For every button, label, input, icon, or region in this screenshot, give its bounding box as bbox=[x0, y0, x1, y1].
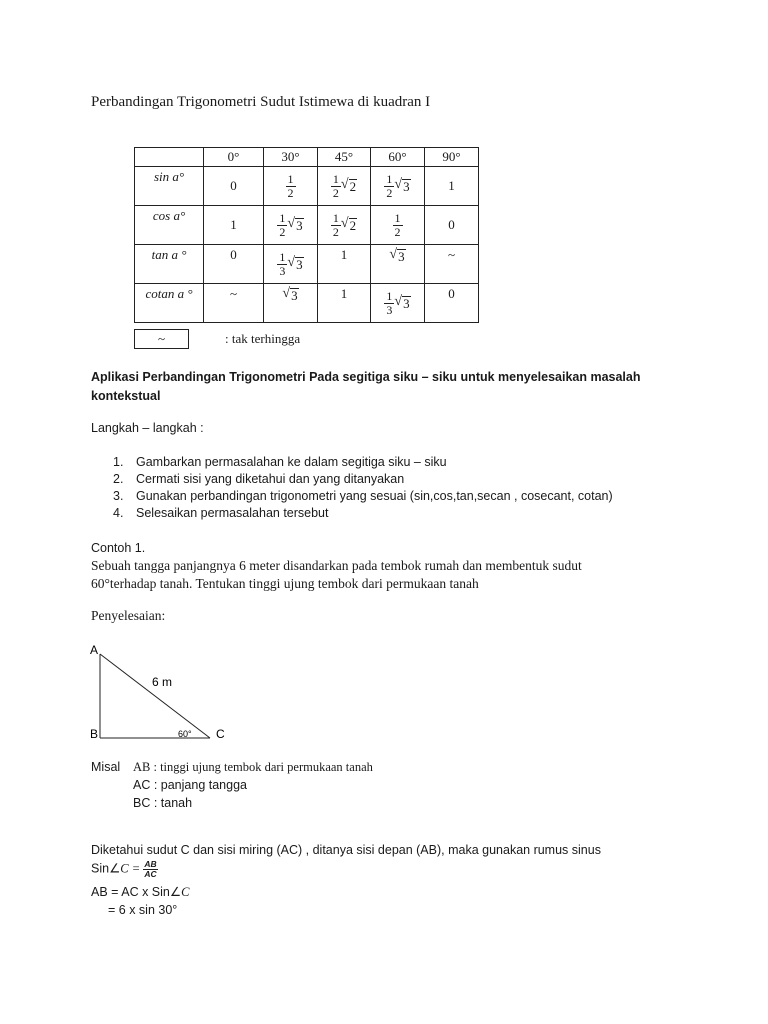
table-cell bbox=[264, 167, 318, 206]
calc-line: = 6 x sin 30° bbox=[108, 903, 178, 917]
table-cell bbox=[204, 167, 264, 206]
fraction: $\frac{1}{2}$ bbox=[386, 171, 393, 200]
table-cell bbox=[264, 245, 318, 284]
row-label: cotan a ° bbox=[135, 284, 204, 323]
table-cell bbox=[318, 206, 371, 245]
table-cell: 0 bbox=[425, 284, 479, 323]
sqrt: √ 3 bbox=[389, 246, 405, 264]
row-label: sin a° bbox=[135, 167, 204, 206]
table-cell bbox=[318, 167, 371, 206]
list-item: 4. Selesaikan permasalahan tersebut bbox=[113, 506, 329, 520]
example-line: 60°terhadap tanah. Tentukan tinggi ujung tembok dari permukaan tanah bbox=[91, 576, 479, 591]
table-cell bbox=[371, 245, 425, 284]
steps-list bbox=[113, 454, 613, 522]
row-label: cos a° bbox=[135, 206, 204, 245]
table-cell: ~ bbox=[204, 284, 264, 323]
fraction: $\frac{1}{2}$ bbox=[394, 210, 401, 239]
sine-formula: Sin∠C = $\frac{AB}{AC}$ bbox=[91, 859, 157, 879]
example-label: Contoh 1. bbox=[91, 541, 146, 555]
table-cell bbox=[371, 167, 425, 206]
sqrt: √ 3 bbox=[287, 215, 303, 233]
table-cell bbox=[264, 284, 318, 323]
table-cell bbox=[371, 284, 425, 323]
sqrt: √ 3 bbox=[287, 254, 303, 272]
fraction: $\frac{1}{3}$ bbox=[279, 249, 286, 278]
table-header-cell: 60° bbox=[371, 148, 425, 167]
table-cell: 1 bbox=[425, 167, 479, 206]
solution-label: Penyelesaian: bbox=[91, 608, 166, 623]
fraction: $\frac{1}{2}$ bbox=[287, 171, 294, 200]
example-text bbox=[91, 557, 582, 593]
list-item: 3. Gunakan perbandingan trigonometri yang sesuai (sin,cos,tan,secan , cosecant, cotan) bbox=[113, 489, 613, 503]
fraction: $\frac{1}{2}$ bbox=[279, 210, 286, 239]
table-cell: 1 bbox=[318, 284, 371, 323]
misal-ac: AC : panjang tangga bbox=[133, 778, 247, 792]
table-header-cell: 90° bbox=[425, 148, 479, 167]
table-cell: 1 bbox=[318, 245, 371, 284]
vertex-a: A bbox=[90, 643, 99, 657]
fraction: $\frac{1}{3}$ bbox=[386, 288, 393, 317]
table-cell: 1 bbox=[204, 206, 264, 245]
table-header-cell bbox=[135, 148, 204, 167]
section-title: Aplikasi Perbandingan Trigonometri Pada segitiga siku – siku untuk menyelesaikan masalah kontekstual bbox=[91, 370, 641, 403]
known-text: Diketahui sudut C dan sisi miring (AC) , ditanya sisi depan (AB), maka gunakan rumus sinus bbox=[91, 843, 601, 857]
list-item: 1. Gambarkan permasalahan ke dalam segitiga siku – siku bbox=[113, 455, 447, 469]
legend-symbol: ~ bbox=[134, 329, 189, 349]
sqrt: √ 2 bbox=[340, 215, 357, 233]
table-row bbox=[135, 245, 479, 284]
table-row bbox=[135, 206, 479, 245]
formula-fraction: $\frac{AB}{AC}$ bbox=[144, 859, 157, 879]
cell-value: 0 bbox=[230, 178, 237, 193]
table-cell: ~ bbox=[425, 245, 479, 284]
misal-bc: BC : tanah bbox=[133, 796, 193, 810]
table-header-row bbox=[135, 148, 479, 167]
sqrt: √ 3 bbox=[394, 176, 410, 194]
example-line: Sebuah tangga panjangnya 6 meter disandarkan pada tembok rumah dan membentuk sudut bbox=[91, 558, 582, 573]
misal-block bbox=[91, 758, 373, 812]
table-cell: 0 bbox=[204, 245, 264, 284]
misal-label: Misal bbox=[91, 760, 121, 774]
triangle-diagram bbox=[86, 640, 226, 746]
fraction: $\frac{1}{2}$ bbox=[332, 210, 339, 239]
table-cell bbox=[371, 206, 425, 245]
table-cell bbox=[264, 206, 318, 245]
vertex-c: C bbox=[216, 727, 225, 741]
side-ac bbox=[100, 654, 210, 738]
table-row bbox=[135, 167, 479, 206]
vertex-b: B bbox=[90, 727, 99, 741]
row-label: tan a ° bbox=[135, 245, 204, 284]
trig-table bbox=[134, 147, 479, 323]
table-header-cell: 30° bbox=[264, 148, 318, 167]
ab-formula: AB = AC x Sin∠C bbox=[91, 885, 190, 899]
legend-text: : tak terhingga bbox=[225, 331, 301, 346]
side-length-label: 6 m bbox=[152, 675, 173, 689]
table-header-cell: 45° bbox=[318, 148, 371, 167]
angle-label: 60° bbox=[178, 729, 192, 739]
list-item: 2. Cermati sisi yang diketahui dan yang ditanyakan bbox=[113, 472, 405, 486]
sqrt: √ 2 bbox=[340, 176, 357, 194]
table-row bbox=[135, 284, 479, 323]
table-header-cell: 0° bbox=[204, 148, 264, 167]
sqrt: √ 3 bbox=[394, 293, 410, 311]
table-cell: 0 bbox=[425, 206, 479, 245]
sqrt: √ 3 bbox=[282, 285, 298, 303]
misal-ab: AB : tinggi ujung tembok dari permukaan tanah bbox=[133, 760, 373, 774]
fraction: $\frac{1}{2}$ bbox=[332, 171, 339, 200]
page-title: Perbandingan Trigonometri Sudut Istimewa di kuadran I bbox=[91, 94, 431, 110]
steps-title: Langkah – langkah : bbox=[91, 421, 204, 435]
